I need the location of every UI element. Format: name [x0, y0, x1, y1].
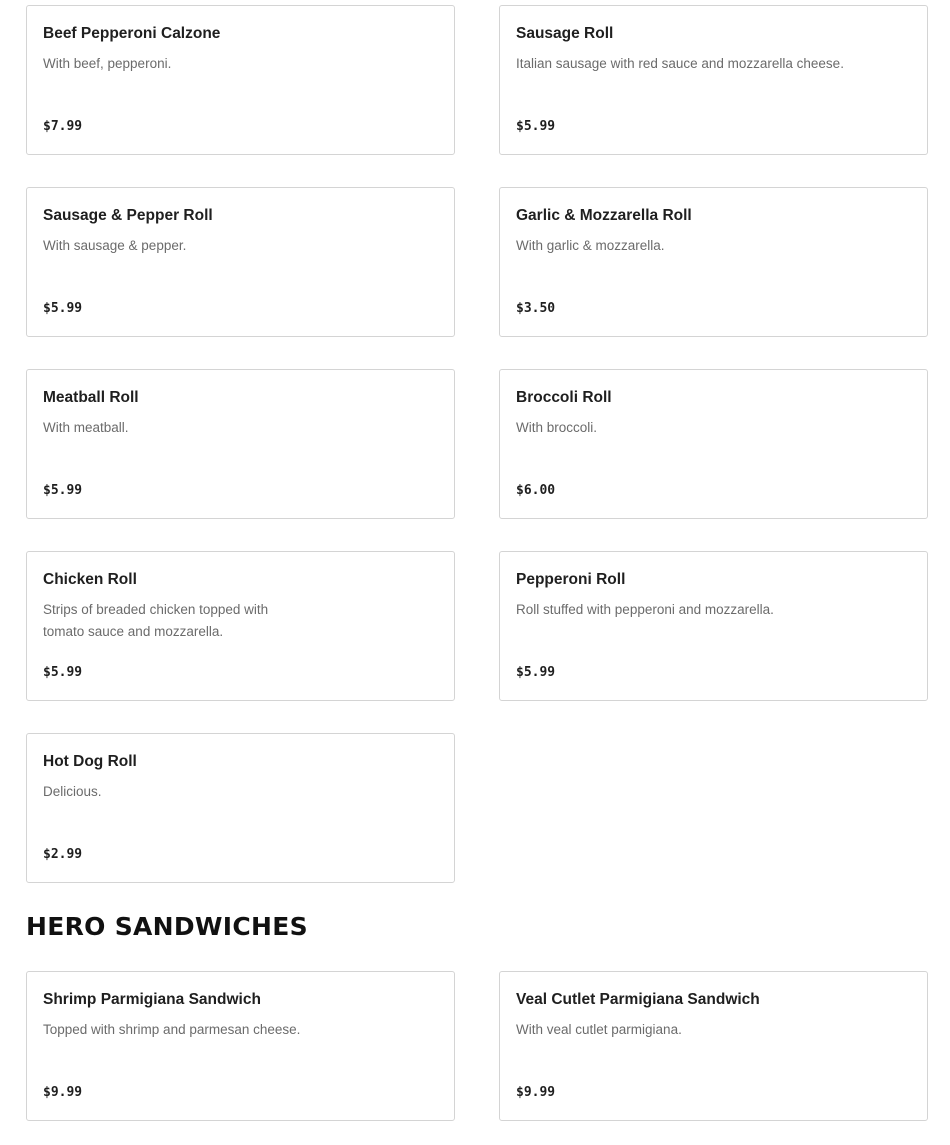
menu-item-price: $5.99	[43, 301, 83, 316]
menu-item-name: Pepperoni Roll	[516, 571, 626, 588]
menu-item-price: $3.50	[516, 301, 556, 316]
menu-item-card[interactable]	[499, 187, 928, 337]
menu-item-name: Sausage & Pepper Roll	[43, 207, 213, 224]
menu-item-price: $2.99	[43, 847, 83, 862]
menu-item-price: $9.99	[516, 1085, 556, 1100]
menu-item-price: $5.99	[43, 483, 83, 498]
menu-item-card[interactable]	[26, 369, 455, 519]
menu-item-name: Sausage Roll	[516, 25, 614, 42]
menu-item-name: Chicken Roll	[43, 571, 137, 588]
hero-sandwiches-section	[26, 971, 928, 1121]
menu-item-card[interactable]	[499, 5, 928, 155]
menu-item-description: With broccoli.	[516, 420, 598, 435]
menu-item-price: $9.99	[43, 1085, 83, 1100]
menu-item-description: Italian sausage with red sauce and mozzarella cheese.	[516, 56, 844, 71]
menu-item-description: Roll stuffed with pepperoni and mozzarella.	[516, 602, 774, 617]
menu-item-name: Shrimp Parmigiana Sandwich	[43, 991, 261, 1008]
menu-item-card[interactable]	[26, 971, 455, 1121]
menu-item-card[interactable]	[26, 733, 455, 883]
menu-item-description: With meatball.	[43, 420, 129, 435]
menu-item-name: Hot Dog Roll	[43, 753, 137, 770]
menu-item-card[interactable]	[499, 551, 928, 701]
menu-item-name: Broccoli Roll	[516, 389, 612, 406]
menu-item-price: $5.99	[516, 665, 556, 680]
menu-item-description: Delicious.	[43, 784, 102, 799]
section-heading-hero-sandwiches: HERO SANDWICHES	[26, 912, 308, 941]
menu-item-card[interactable]	[26, 551, 455, 701]
menu-item-price: $7.99	[43, 119, 83, 134]
menu-item-name: Meatball Roll	[43, 389, 139, 406]
menu-item-card[interactable]	[499, 971, 928, 1121]
menu-item-description: Topped with shrimp and parmesan cheese.	[43, 1022, 301, 1037]
rolls-section	[26, 5, 928, 883]
menu-item-name: Beef Pepperoni Calzone	[43, 25, 221, 42]
menu-item-card[interactable]	[26, 5, 455, 155]
menu-item-price: $6.00	[516, 483, 556, 498]
menu-item-description: Strips of breaded chicken topped with tomato sauce and mozzarella.	[43, 602, 269, 639]
menu-item-name: Veal Cutlet Parmigiana Sandwich	[516, 991, 760, 1008]
menu-item-description: With veal cutlet parmigiana.	[516, 1022, 682, 1037]
menu-item-price: $5.99	[516, 119, 556, 134]
menu-item-grid	[26, 971, 928, 1121]
menu-item-price: $5.99	[43, 665, 83, 680]
menu-item-description: With garlic & mozzarella.	[516, 238, 665, 253]
menu-item-card[interactable]	[26, 187, 455, 337]
menu-item-name: Garlic & Mozzarella Roll	[516, 207, 692, 224]
menu-item-grid	[26, 5, 928, 883]
menu-item-description: With sausage & pepper.	[43, 238, 187, 253]
menu-item-card[interactable]	[499, 369, 928, 519]
menu-item-description: With beef, pepperoni.	[43, 56, 172, 71]
